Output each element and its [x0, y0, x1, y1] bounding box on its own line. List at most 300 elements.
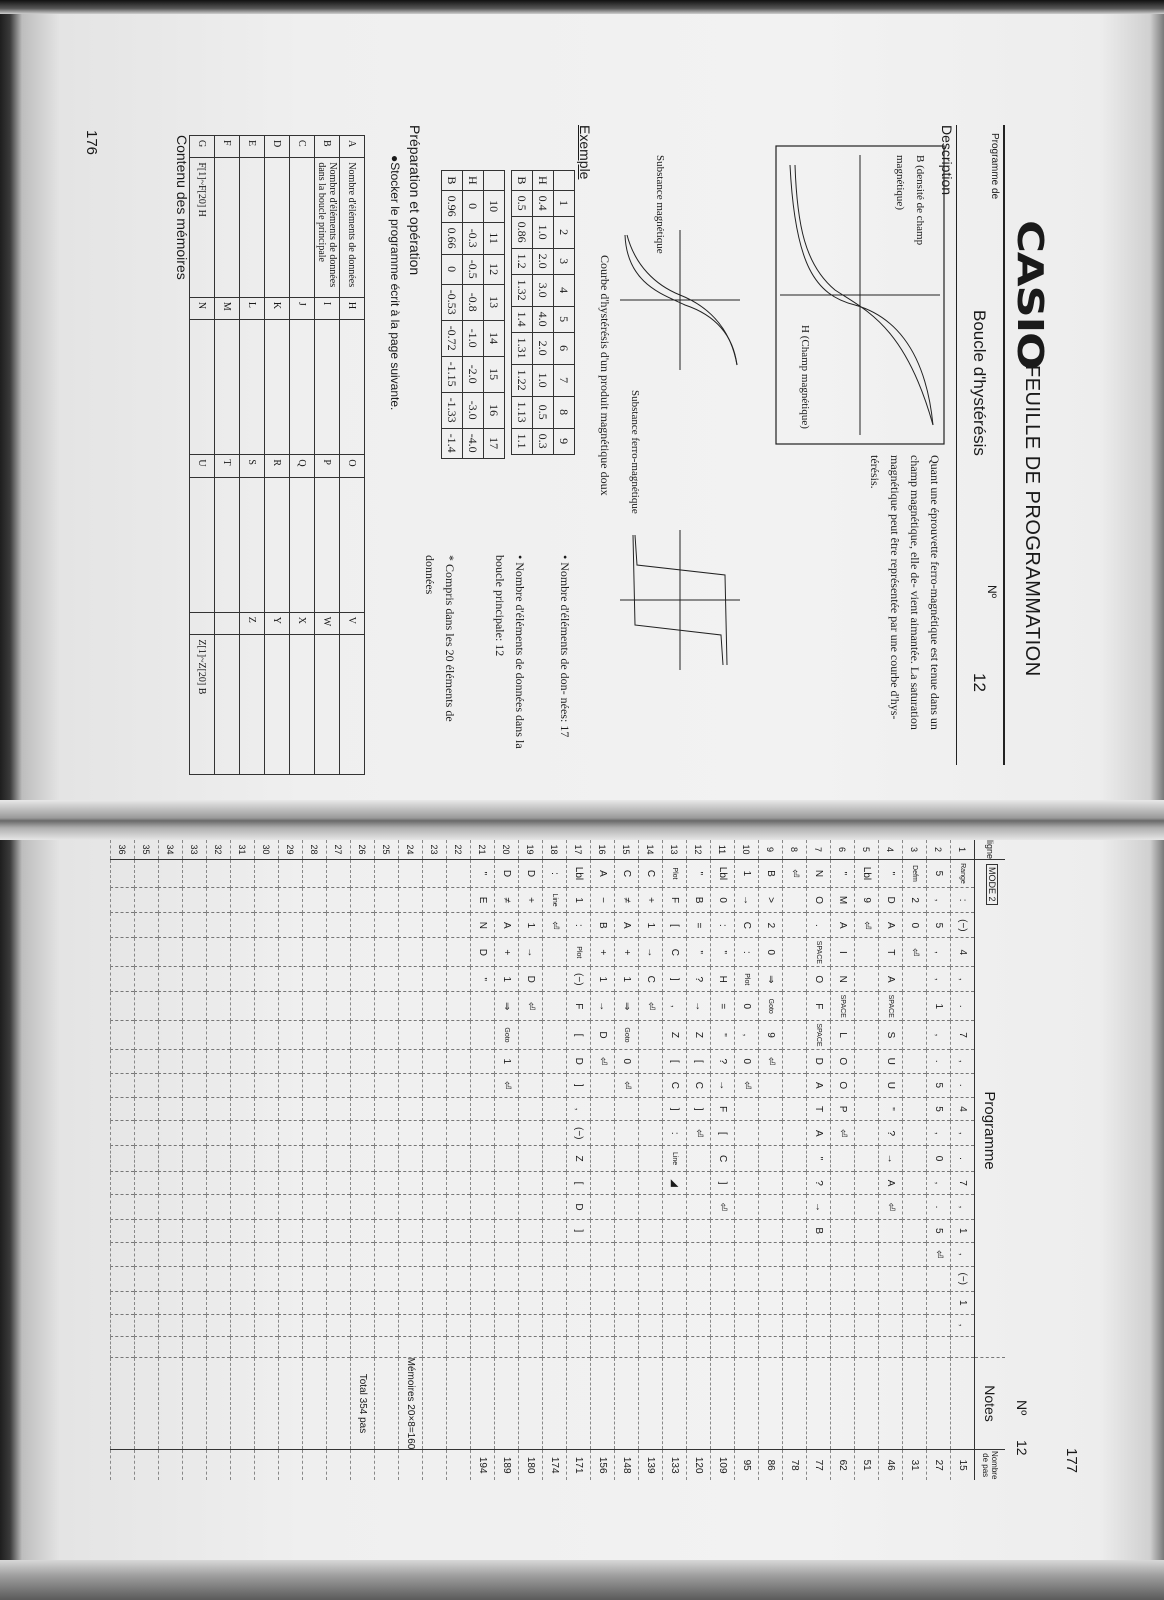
program-cell: A [879, 967, 903, 992]
line-number: 7 [807, 840, 831, 860]
program-cell: SPACE [831, 992, 855, 1021]
program-cell: 0 [735, 992, 759, 1021]
program-cell: + [591, 938, 615, 967]
book-spine [0, 800, 1164, 840]
memory-register: X [290, 612, 315, 635]
program-cell [831, 1242, 855, 1266]
program-cell [399, 1242, 423, 1266]
step-count [303, 1450, 327, 1480]
step-count [231, 1450, 255, 1480]
program-cell [423, 1049, 447, 1073]
program-cell [903, 1242, 927, 1266]
ferro-magnetic-curve [615, 525, 745, 675]
program-cell [279, 1242, 303, 1266]
table2-h-row [463, 171, 484, 459]
program-cell [375, 1336, 399, 1357]
program-cell: , [927, 1121, 951, 1146]
program-cell [471, 1291, 495, 1314]
program-cell: , [927, 1021, 951, 1050]
program-cell [327, 1314, 351, 1336]
program-cell [231, 860, 255, 888]
program-cell: B [687, 887, 711, 912]
memory-register: Y [265, 612, 290, 635]
program-cell [231, 1121, 255, 1146]
program-cell [207, 887, 231, 912]
program-cell [471, 1195, 495, 1219]
program-cell: 0 [927, 1146, 951, 1171]
program-cell [111, 1314, 135, 1336]
step-count: 189 [495, 1450, 519, 1480]
program-cell [663, 1336, 687, 1357]
program-cell [351, 913, 375, 938]
program-cell [351, 1171, 375, 1195]
program-cell [471, 1121, 495, 1146]
program-line [255, 840, 279, 1480]
program-cell [111, 1073, 135, 1097]
program-cell [183, 938, 207, 967]
mode-label: MODE 2 [987, 864, 999, 905]
table2-cell: 0.66 [442, 222, 463, 254]
step-count [135, 1450, 159, 1480]
program-cell: [ [663, 913, 687, 938]
program-cell [735, 1219, 759, 1242]
program-cell [447, 1146, 471, 1171]
program-cell [687, 1146, 711, 1171]
program-cell [519, 1266, 543, 1291]
program-cell: . [951, 1073, 975, 1097]
program-cell [255, 1073, 279, 1097]
program-cell [783, 1073, 807, 1097]
program-cell: D [495, 860, 519, 888]
program-cell [543, 1021, 567, 1050]
program-cell [447, 1291, 471, 1314]
memory-register: J [290, 297, 315, 319]
program-cell [159, 1097, 183, 1120]
program-cell [375, 992, 399, 1021]
programme-label: Programme [981, 1091, 999, 1170]
line-number: 12 [687, 840, 711, 860]
program-cell [639, 1219, 663, 1242]
program-cell [231, 1242, 255, 1266]
program-cell: C [663, 938, 687, 967]
step-count: 156 [591, 1450, 615, 1480]
program-line [423, 840, 447, 1480]
program-cell [399, 1266, 423, 1291]
program-cell [351, 967, 375, 992]
table2-cell: 14 [484, 320, 505, 356]
step-count [447, 1450, 471, 1480]
program-cell [111, 938, 135, 967]
program-cell [231, 1266, 255, 1291]
program-cell: Line [543, 887, 567, 912]
program-cell [495, 1242, 519, 1266]
program-cell: A [615, 913, 639, 938]
table1-cell: 1.4 [512, 306, 533, 332]
program-cell [855, 1195, 879, 1219]
memory-register: M [215, 297, 240, 319]
program-cell: (−) [567, 1121, 591, 1146]
program-cell [807, 1291, 831, 1314]
program-cell [663, 1219, 687, 1242]
program-cell [543, 967, 567, 992]
program-cell [207, 1195, 231, 1219]
table1-cell: 9 [554, 428, 575, 454]
program-cell [735, 1171, 759, 1195]
program-cell [255, 860, 279, 888]
line-number: 1 [951, 840, 975, 860]
page-177 [110, 840, 1030, 1480]
program-cell [759, 1336, 783, 1357]
program-cell [183, 992, 207, 1021]
program-cell [135, 860, 159, 888]
program-cell [735, 1146, 759, 1171]
memory-content [315, 477, 340, 612]
note-cell [471, 1357, 495, 1450]
memory-content [265, 477, 290, 612]
program-cell [303, 1021, 327, 1050]
program-cell [375, 938, 399, 967]
program-cell [519, 1097, 543, 1120]
program-cell [855, 1073, 879, 1097]
program-cell [255, 1146, 279, 1171]
program-cell [495, 1314, 519, 1336]
program-cell [615, 1146, 639, 1171]
program-cell [111, 1291, 135, 1314]
memory-content [190, 477, 215, 612]
program-line [471, 840, 495, 1480]
program-cell [903, 1314, 927, 1336]
program-cell [183, 1121, 207, 1146]
memory-register: A [340, 136, 365, 158]
program-cell [735, 1195, 759, 1219]
program-cell [855, 1314, 879, 1336]
program-cell [471, 1219, 495, 1242]
program-cell [903, 1146, 927, 1171]
program-cell: 1 [495, 967, 519, 992]
program-cell [159, 913, 183, 938]
memory-content [290, 320, 315, 455]
table1-corner [554, 171, 575, 191]
table2-cell: 11 [484, 222, 505, 254]
program-cell [375, 1219, 399, 1242]
table1-cell: 0.86 [512, 216, 533, 248]
line-number: 16 [591, 840, 615, 860]
program-cell [303, 1073, 327, 1097]
note-cell [183, 1357, 207, 1450]
program-cell: (−) [951, 1266, 975, 1291]
program-cell [495, 1336, 519, 1357]
program-cell [543, 1266, 567, 1291]
program-cell [711, 1314, 735, 1336]
program-cell [279, 1266, 303, 1291]
program-cell [375, 887, 399, 912]
program-cell [183, 1171, 207, 1195]
program-cell: 5 [927, 913, 951, 938]
program-cell [855, 967, 879, 992]
program-cell: , [567, 1097, 591, 1120]
program-cell: D [519, 860, 543, 888]
program-cell [327, 1219, 351, 1242]
program-cell: " [879, 1097, 903, 1120]
program-cell: 5 [927, 1097, 951, 1120]
program-cell [759, 1146, 783, 1171]
program-cell: 0 [735, 1049, 759, 1073]
note-cell [423, 1357, 447, 1450]
program-cell [207, 1049, 231, 1073]
program-cell [303, 913, 327, 938]
program-cell: U [879, 1073, 903, 1097]
program-line [831, 840, 855, 1480]
program-cell [327, 1242, 351, 1266]
program-cell: T [807, 1097, 831, 1120]
memory-content [240, 158, 265, 298]
program-cell [207, 1291, 231, 1314]
program-cell [471, 1097, 495, 1120]
program-cell: : [951, 887, 975, 912]
program-cell [831, 1291, 855, 1314]
program-cell [135, 1291, 159, 1314]
program-cell [615, 1291, 639, 1314]
program-cell [423, 992, 447, 1021]
step-count: 95 [735, 1450, 759, 1480]
program-no-label-right: Nº [1014, 1400, 1030, 1416]
step-count [159, 1450, 183, 1480]
program-cell [183, 1219, 207, 1242]
program-line [687, 840, 711, 1480]
program-cell [135, 1242, 159, 1266]
program-cell [663, 1266, 687, 1291]
memory-title: Contenu des mémoires [174, 135, 190, 280]
program-cell [375, 1242, 399, 1266]
program-cell: + [519, 887, 543, 912]
program-cell [903, 1219, 927, 1242]
program-cell [927, 1314, 951, 1336]
table1-h-row [533, 171, 554, 455]
step-count: 78 [783, 1450, 807, 1480]
program-cell [231, 1146, 255, 1171]
program-cell [207, 967, 231, 992]
note-cell [591, 1357, 615, 1450]
table1-cell: 2.0 [533, 332, 554, 364]
program-line [903, 840, 927, 1480]
program-line [447, 840, 471, 1480]
program-cell [327, 1146, 351, 1171]
program-cell [471, 1146, 495, 1171]
table2-cell: 0 [463, 190, 484, 222]
program-cell [855, 992, 879, 1021]
table2-cell: 15 [484, 356, 505, 392]
program-cell [111, 992, 135, 1021]
program-cell [399, 1121, 423, 1146]
program-cell: [ [567, 1171, 591, 1195]
program-cell [351, 860, 375, 888]
description-text: Quant une éprouvette ferro-magnétique est tenue dans un champ magnétique, elle de- vient aimantée. La saturation magnétique peut être représentée par une courbe d'hys- térésis. [868, 455, 942, 730]
program-cell [375, 1073, 399, 1097]
program-cell [423, 1195, 447, 1219]
page-number-right: 177 [1063, 1448, 1080, 1474]
program-cell [255, 1195, 279, 1219]
program-cell [519, 1121, 543, 1146]
line-number: 6 [831, 840, 855, 860]
program-cell [471, 1242, 495, 1266]
program-cell: 2 [903, 887, 927, 912]
program-cell: [ [711, 1121, 735, 1146]
step-count [255, 1450, 279, 1480]
step-count: 27 [927, 1450, 951, 1480]
program-cell [183, 1021, 207, 1050]
program-cell [255, 1021, 279, 1050]
program-cell [879, 1314, 903, 1336]
program-cell: B [591, 913, 615, 938]
program-cell: ] [567, 1073, 591, 1097]
program-cell [399, 860, 423, 888]
program-cell [543, 1146, 567, 1171]
program-cell: C [639, 967, 663, 992]
memory-row [240, 136, 265, 775]
program-cell [399, 887, 423, 912]
program-cell [639, 1097, 663, 1120]
program-cell [111, 913, 135, 938]
program-cell: ⏎ [783, 860, 807, 888]
note-cell [807, 1357, 831, 1450]
program-cell [615, 1097, 639, 1120]
program-cell: . [807, 913, 831, 938]
example-note-2: • Nombre d'éléments de données dans la boucle principale: 12 [493, 555, 527, 749]
program-cell: T [879, 938, 903, 967]
step-count [111, 1450, 135, 1480]
program-cell [135, 1073, 159, 1097]
program-cell [423, 938, 447, 967]
program-line [183, 840, 207, 1480]
program-cell: ⏎ [543, 913, 567, 938]
table2-cell: -4.0 [463, 428, 484, 458]
program-cell [303, 860, 327, 888]
program-cell [159, 967, 183, 992]
program-cell: ] [687, 1097, 711, 1120]
note-cell [447, 1357, 471, 1450]
program-line [567, 840, 591, 1480]
program-cell [327, 938, 351, 967]
step-count [351, 1450, 375, 1480]
memory-content [215, 158, 240, 298]
program-cell [495, 1291, 519, 1314]
memory-register: K [265, 297, 290, 319]
line-number: 28 [303, 840, 327, 860]
program-cell [303, 1242, 327, 1266]
program-cell [711, 1291, 735, 1314]
program-cell [279, 1021, 303, 1050]
program-cell: Z [567, 1146, 591, 1171]
table2-cell: 16 [484, 392, 505, 428]
program-cell [447, 938, 471, 967]
line-number: 20 [495, 840, 519, 860]
program-cell [855, 1146, 879, 1171]
program-cell [399, 1314, 423, 1336]
table1-cell: 1.2 [512, 248, 533, 274]
program-cell [375, 1195, 399, 1219]
page-number-left: 176 [83, 130, 100, 156]
note-cell [135, 1357, 159, 1450]
program-cell: U [879, 1049, 903, 1073]
program-cell [135, 938, 159, 967]
program-cell: ⇒ [759, 967, 783, 992]
program-cell: 5 [927, 860, 951, 888]
table2-cell: 13 [484, 284, 505, 320]
program-cell [327, 887, 351, 912]
program-cell [639, 1021, 663, 1050]
program-cell [783, 1171, 807, 1195]
table1-cell: 7 [554, 364, 575, 396]
program-cell [231, 1195, 255, 1219]
program-cell [303, 1314, 327, 1336]
table1-cell: 1.22 [512, 364, 533, 396]
program-cell [351, 887, 375, 912]
program-cell [231, 967, 255, 992]
program-cell [327, 1073, 351, 1097]
program-cell: ⏎ [879, 1195, 903, 1219]
program-cell: D [567, 1195, 591, 1219]
table2-cell: -1.15 [442, 356, 463, 392]
program-cell [111, 1171, 135, 1195]
program-cell [183, 1097, 207, 1120]
program-cell [807, 1314, 831, 1336]
program-cell: 0 [615, 1049, 639, 1073]
program-cell [207, 1121, 231, 1146]
line-number: 3 [903, 840, 927, 860]
program-cell [519, 1021, 543, 1050]
program-cell [639, 1314, 663, 1336]
program-cell: (−) [567, 967, 591, 992]
program-cell [159, 1021, 183, 1050]
program-line [591, 840, 615, 1480]
line-number: 13 [663, 840, 687, 860]
table1-cell: 1 [554, 190, 575, 216]
program-cell: 9 [855, 887, 879, 912]
step-count: 77 [807, 1450, 831, 1480]
memory-content [240, 477, 265, 612]
program-cell [183, 1314, 207, 1336]
program-cell [687, 1242, 711, 1266]
program-line [663, 840, 687, 1480]
program-cell: [ [687, 1049, 711, 1073]
program-cell: ⏎ [639, 992, 663, 1021]
program-cell: , [951, 1195, 975, 1219]
table2-row-label: H [463, 171, 484, 191]
program-cell [831, 1146, 855, 1171]
program-cell: C [735, 913, 759, 938]
program-cell [807, 1336, 831, 1357]
program-cell [831, 1314, 855, 1336]
program-cell [207, 938, 231, 967]
note-cell: Mémoires 20×8=160 [399, 1357, 423, 1450]
memory-row [315, 136, 340, 775]
program-cell: ◢ [663, 1171, 687, 1195]
program-cell [639, 1266, 663, 1291]
program-cell [591, 1171, 615, 1195]
program-cell: " [471, 860, 495, 888]
memory-register: Z [240, 612, 265, 635]
program-cell [183, 1049, 207, 1073]
program-cell [471, 1314, 495, 1336]
program-cell [759, 1195, 783, 1219]
memory-table [189, 135, 365, 775]
memory-content [315, 635, 340, 775]
program-cell [447, 887, 471, 912]
program-cell [543, 1195, 567, 1219]
program-cell [591, 1219, 615, 1242]
program-cell [879, 1291, 903, 1314]
program-cell [375, 1021, 399, 1050]
